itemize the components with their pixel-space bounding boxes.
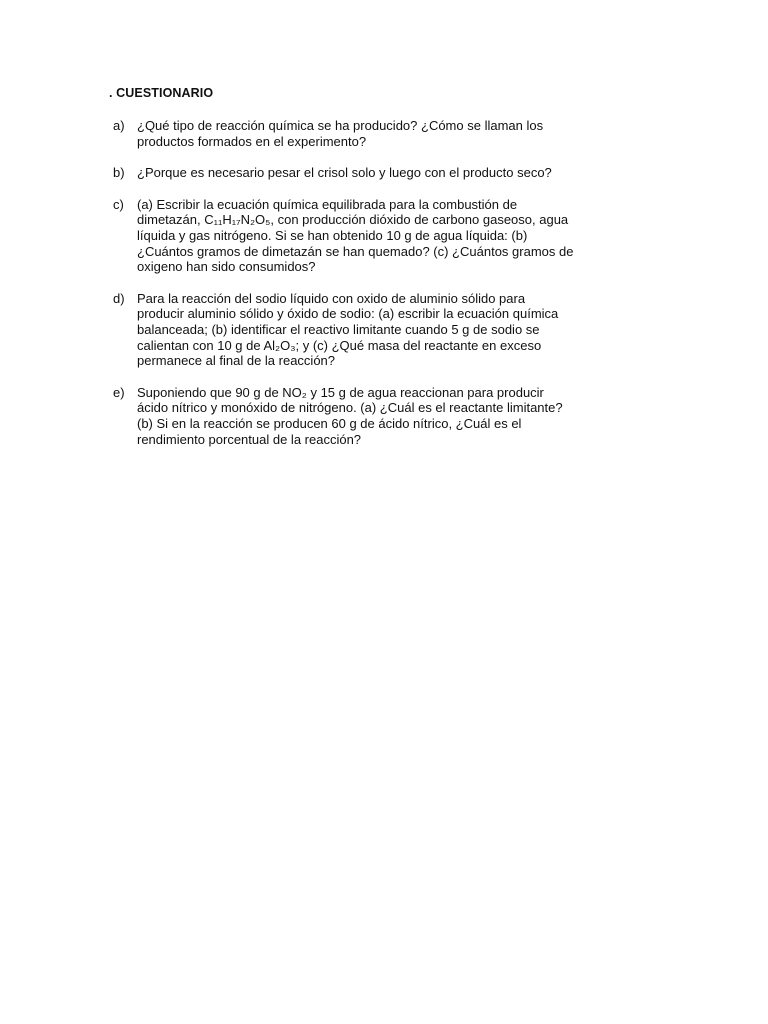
question-text: Para la reacción del sodio líquido con oxido de aluminio sólido para producir aluminio sólido y óxido de sodio: (a) escribir la ecuación química balanceada; (b) identificar el reactivo limitante cuando 5 g de sodio se calientan con 10 g de Al₂O₃; y (c) ¿Qué masa del reactante en exceso permanece al final de la reacción?	[137, 290, 559, 369]
question-item-a	[113, 118, 633, 149]
question-marker: b)	[113, 165, 125, 181]
question-item-c	[113, 197, 633, 275]
question-text: (a) Escribir la ecuación química equilibrada para la combustión de dimetazán, C₁₁H₁₇N₂O₅, con producción dióxido de carbono gaseoso, agua líquida y gas nitrógeno. Si se han obtenido 10 g de agua líquida: (b) ¿Cuántos gramos de dimetazán se han quemado? (c) ¿Cuántos gramos de oxigeno han sido consumidos?	[137, 196, 574, 275]
question-list	[113, 118, 633, 463]
question-text: Suponiendo que 90 g de NO₂ y 15 g de agua reaccionan para producir ácido nítrico y monóxido de nitrógeno. (a) ¿Cuál es el reactante limitante? (b) Si en la reacción se producen 60 g de ácido nítrico, ¿Cuál es el rendimiento porcentual de la reacción?	[137, 384, 563, 447]
question-marker: d)	[113, 290, 125, 306]
question-item-e	[113, 385, 633, 447]
question-item-d	[113, 291, 633, 369]
question-marker: c)	[113, 196, 124, 212]
question-marker: a)	[113, 118, 125, 133]
question-marker: e)	[113, 384, 125, 400]
document-heading: . CUESTIONARIO	[109, 86, 214, 100]
question-text: ¿Porque es necesario pesar el crisol solo y luego con el producto seco?	[137, 165, 552, 181]
question-item-b	[113, 165, 633, 181]
question-text: ¿Qué tipo de reacción química se ha producido? ¿Cómo se llaman los productos formados en el experimento?	[137, 118, 544, 149]
